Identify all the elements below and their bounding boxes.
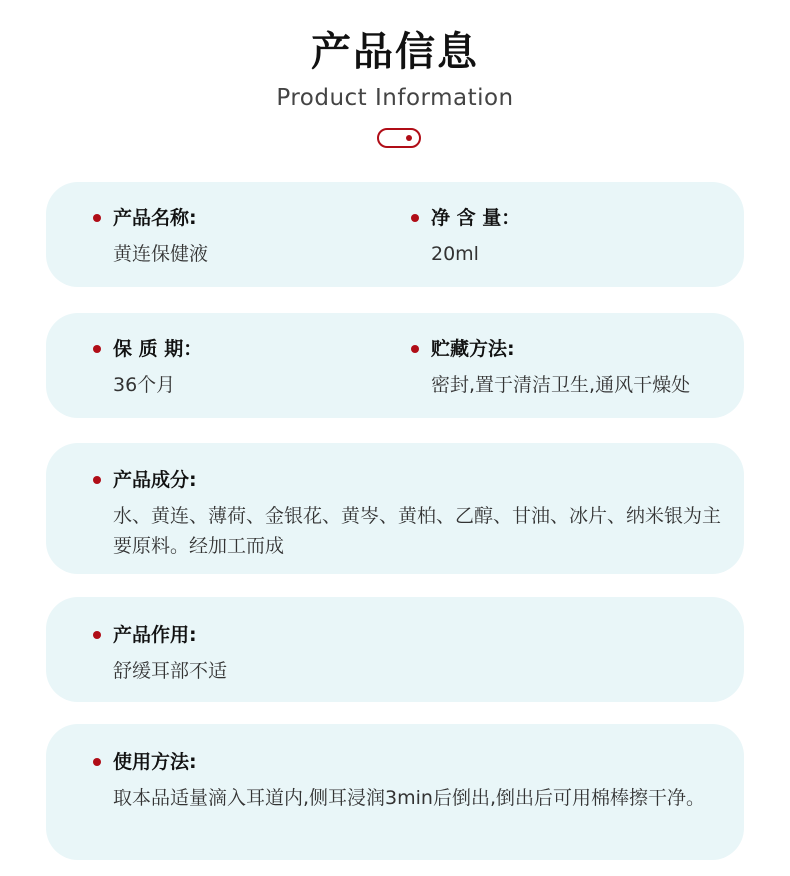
info-card-shelf-storage <box>46 313 744 418</box>
field-value: 黄连保健液 <box>113 243 209 265</box>
field-label: 产品作用: <box>113 622 723 648</box>
field-label: 产品名称: <box>113 205 413 231</box>
field-value: 36个月 <box>113 374 176 396</box>
bullet-icon <box>93 758 101 766</box>
field-usage <box>113 749 723 813</box>
bullet-icon <box>411 345 419 353</box>
field-storage-method <box>431 336 731 400</box>
bullet-icon <box>93 345 101 353</box>
bullet-icon <box>93 631 101 639</box>
bullet-icon <box>411 214 419 222</box>
page-title: 产品信息 <box>311 29 479 75</box>
pill-dot <box>406 135 412 141</box>
field-label: 保 质 期： <box>113 336 413 362</box>
field-product-name <box>113 205 413 269</box>
field-label: 净 含 量： <box>431 205 721 231</box>
info-card-ingredients <box>46 443 744 574</box>
field-label: 产品成分: <box>113 467 723 493</box>
field-value: 舒缓耳部不适 <box>113 660 228 682</box>
info-card-usage <box>46 724 744 860</box>
field-value: 密封,置于清洁卫生,通风干燥处 <box>431 374 691 396</box>
bullet-icon <box>93 476 101 484</box>
pill-icon <box>377 128 421 148</box>
field-value: 取本品适量滴入耳道内,侧耳浸润3min后倒出,倒出后可用棉棒擦干净。 <box>113 787 705 809</box>
field-effect <box>113 622 723 686</box>
field-value: 20ml <box>431 243 479 265</box>
field-label: 贮藏方法: <box>431 336 731 362</box>
info-card-effect <box>46 597 744 702</box>
field-ingredients <box>113 467 723 561</box>
field-shelf-life <box>113 336 413 400</box>
field-label: 使用方法: <box>113 749 723 775</box>
info-card-name-volume <box>46 182 744 287</box>
field-net-content <box>431 205 721 269</box>
bullet-icon <box>93 214 101 222</box>
page-subtitle: Product Information <box>276 85 514 111</box>
field-value: 水、黄连、薄荷、金银花、黄岑、黄柏、乙醇、甘油、冰片、纳米银为主要原料。经加工而成 <box>113 505 722 557</box>
